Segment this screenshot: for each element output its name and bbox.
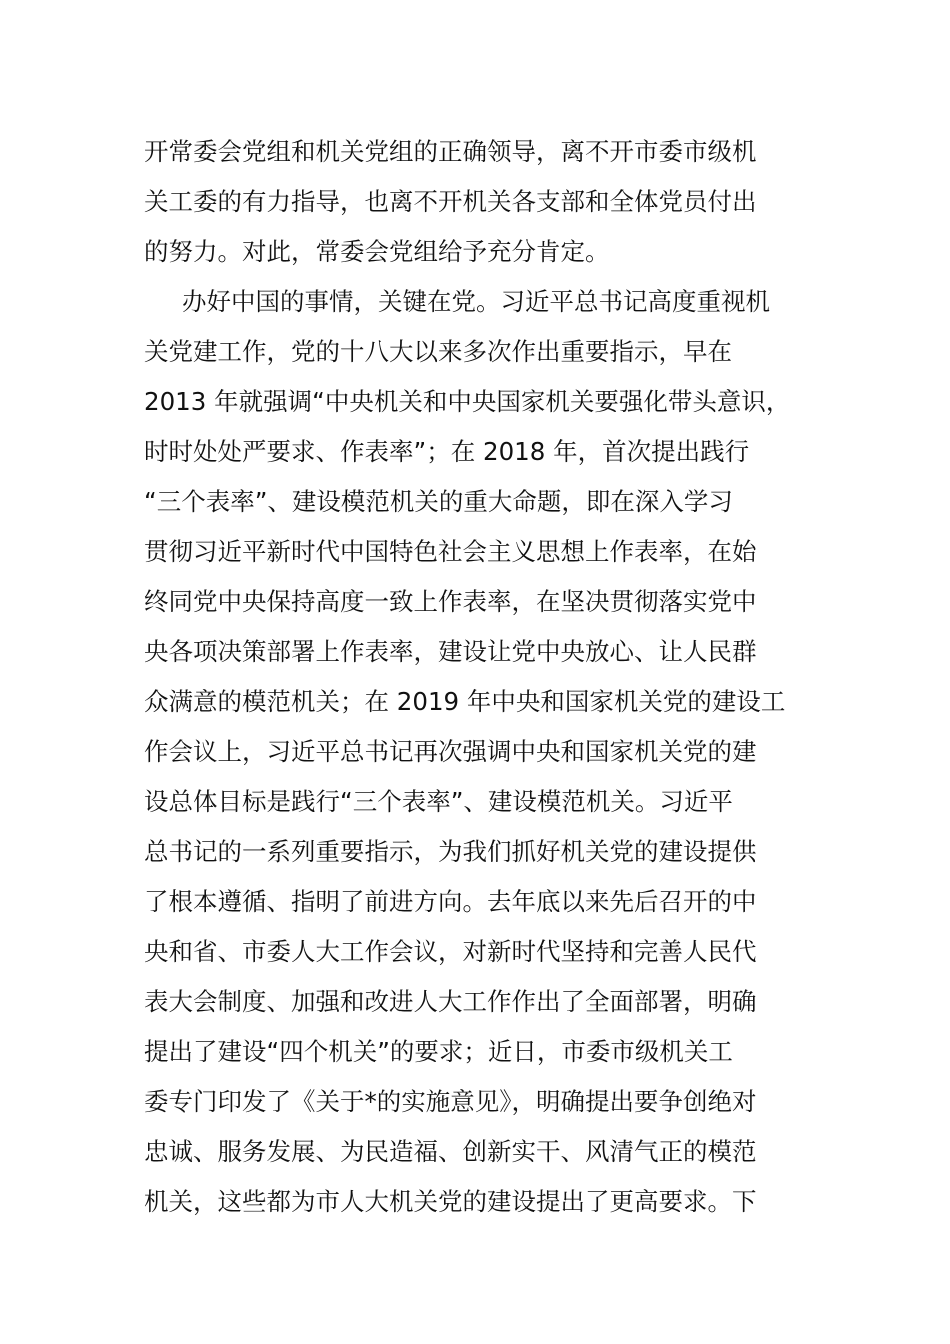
- paragraph-first-line: 办好中国的事情，关键在党。习近平总书记高度重视机: [182, 287, 770, 316]
- text-line: 设总体目标是践行“三个表率”、建设模范机关。习近平: [144, 787, 733, 816]
- text-line: 忠诚、服务发展、为民造福、创新实干、风清气正的模范: [144, 1137, 757, 1166]
- text-line: 贯彻习近平新时代中国特色社会主义思想上作表率，在始: [144, 537, 757, 566]
- text-line: 提出了建设“四个机关”的要求；近日，市委市级机关工: [144, 1037, 733, 1066]
- text-line: 委专门印发了《关于*的实施意见》，明确提出要争创绝对: [144, 1087, 757, 1116]
- text-line: 时时处处严要求、作表率”；在 2018 年，首次提出践行: [144, 437, 750, 466]
- text-line: 央各项决策部署上作表率，建设让党中央放心、让人民群: [144, 637, 757, 666]
- text-line: 总书记的一系列重要指示，为我们抓好机关党的建设提供: [144, 837, 757, 866]
- text-line: 表大会制度、加强和改进人大工作作出了全面部署，明确: [144, 987, 757, 1016]
- text-line: 开常委会党组和机关党组的正确领导，离不开市委市级机: [144, 137, 757, 166]
- text-line: “三个表率”、建设模范机关的重大命题，即在深入学习: [144, 487, 733, 516]
- text-line: 2013 年就强调“中央机关和中央国家机关要强化带头意识，: [144, 387, 791, 416]
- text-line: 关党建工作，党的十八大以来多次作出重要指示，早在: [144, 337, 732, 366]
- text-line: 众满意的模范机关；在 2019 年中央和国家机关党的建设工: [144, 687, 786, 716]
- text-line: 作会议上，习近平总书记再次强调中央和国家机关党的建: [144, 737, 757, 766]
- text-line: 终同党中央保持高度一致上作表率，在坚决贯彻落实党中: [144, 587, 757, 616]
- text-line: 的努力。对此，常委会党组给予充分肯定。: [144, 237, 610, 266]
- text-line: 机关，这些都为市人大机关党的建设提出了更高要求。下: [144, 1187, 757, 1216]
- text-line: 央和省、市委人大工作会议，对新时代坚持和完善人民代: [144, 937, 757, 966]
- text-line: 关工委的有力指导，也离不开机关各支部和全体党员付出: [144, 187, 757, 216]
- text-line: 了根本遵循、指明了前进方向。去年底以来先后召开的中: [144, 887, 757, 916]
